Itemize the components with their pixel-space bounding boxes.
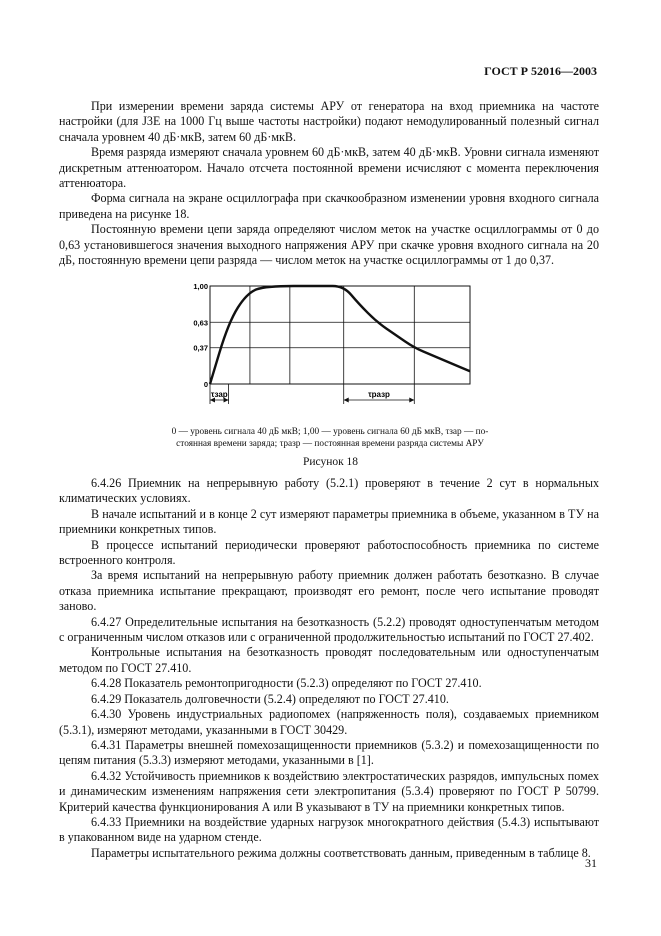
paragraph: 6.4.31 Параметры внешней помехозащищенности приемников (5.3.2) и помехозащищенности по цепям питания (5.3.3) измеряют методами, указанными в [1]. xyxy=(59,737,599,768)
tau-discharge-label: τразр xyxy=(368,390,390,399)
agc-oscillogram-chart xyxy=(190,276,490,426)
paragraph: За время испытаний на непрерывную работу приемник должен работать безотказно. В случае отказа приемника испытание прекращают, производят его ремонт, после чего испытание проводят заново. xyxy=(59,568,599,614)
y-tick-label: 1,00 xyxy=(193,282,208,291)
paragraph: При измерении времени заряда системы АРУ от генератора на вход приемника на частоте настройки (для J3E на 1000 Гц выше частоты настройки) подают немодулированный полезный сигнал сначала уровнем 40 дБ·мкВ, затем 60 дБ·мкВ. xyxy=(59,99,599,144)
tau-discharge-arrow-left xyxy=(344,398,349,403)
paragraph: Время разряда измеряют сначала уровнем 60 дБ·мкВ, затем 40 дБ·мкВ. Уровни сигнала изменяют дискретным аттенюатором. Начало отсчета постоянной времени исчисляют с момента переключения аттенюатора. xyxy=(59,145,599,191)
paragraph: 6.4.27 Определительные испытания на безотказность (5.2.2) проводят одноступенчатым методом с ограниченным числом отказов или с ограниченной продолжительностью испытаний по ГОСТ 27.402. xyxy=(59,614,599,645)
tau-discharge-arrow-right xyxy=(409,398,414,403)
paragraph: 6.4.26 Приемник на непрерывную работу (5.2.1) проверяют в течение 2 сут в нормальных климатических условиях. xyxy=(59,476,599,506)
figure-caption xyxy=(150,426,510,450)
figure-18 xyxy=(190,276,490,426)
paragraph: Постоянную времени цепи заряда определяют числом меток на участке осциллограммы от 0 до 0,63 установившегося значения выходного напряжения АРУ при скачке уровня входного сигнала на 20 дБ, постоянную времени цепи разряда — числом меток на участке осциллограммы от 1 до 0,37. xyxy=(59,222,599,268)
paragraph: 6.4.28 Показатель ремонтопригодности (5.2.3) определяют по ГОСТ 27.410. xyxy=(91,676,482,691)
tau-charge-label: τзар xyxy=(210,390,228,399)
y-tick-label: 0 xyxy=(203,380,208,389)
bottom-text-block xyxy=(59,476,599,861)
y-tick-label: 0,63 xyxy=(193,318,208,328)
paragraph: 6.4.29 Показатель долговечности (5.2.4) определяют по ГОСТ 27.410. xyxy=(91,691,449,706)
caption-line: 0 — уровень сигнала 40 дБ мкВ; 1,00 — уровень сигнала 60 дБ мкВ, τзар — по- xyxy=(171,427,489,437)
y-tick-label: 0,37 xyxy=(193,343,208,353)
caption-line: стоянная времени заряда; τразр — постоянная времени разряда системы АРУ xyxy=(176,439,484,449)
paragraph: В начале испытаний и в конце 2 сут измеряют параметры приемника в объеме, указанном в ТУ на приемники конкретных типов. xyxy=(59,506,599,537)
top-text-block xyxy=(59,99,599,268)
chart-frame xyxy=(210,286,470,384)
page-number: 31 xyxy=(585,856,597,870)
paragraph: 6.4.33 Приемники на воздействие ударных нагрузок многократного действия (5.4.3) испытывают в упакованном виде на ударном стенде. xyxy=(59,814,599,845)
paragraph: 6.4.30 Уровень индустриальных радиопомех (напряженность поля), создаваемых приемником (5.3.1), измеряют методами, указанными в ГОСТ 30429. xyxy=(59,707,599,737)
figure-label: Рисунок 18 xyxy=(302,456,359,468)
document-header: ГОСТ Р 52016—2003 xyxy=(484,64,597,78)
paragraph: 6.4.32 Устойчивость приемников к воздействию электростатических разрядов, импульсных помех и динамическим изменениям напряжения сети электропитания (5.3.4) проверяют по ГОСТ Р 50799. Критерий качества функционирования А или В указывают в ТУ на приемники конкретных типов. xyxy=(59,768,599,814)
paragraph: Параметры испытательного режима должны соответствовать данным, приведенным в таблице 8. xyxy=(91,845,591,860)
paragraph: Контрольные испытания на безотказность проводят последовательным или одноступенчатым методом по ГОСТ 27.410. xyxy=(59,645,599,675)
paragraph: В процессе испытаний периодически проверяют работоспособность приемника по системе встроенного контроля. xyxy=(59,537,599,568)
agc-voltage-curve xyxy=(210,286,470,384)
paragraph: Форма сигнала на экране осциллографа при скачкообразном изменении уровня входного сигнала приведена на рисунке 18. xyxy=(59,191,599,221)
